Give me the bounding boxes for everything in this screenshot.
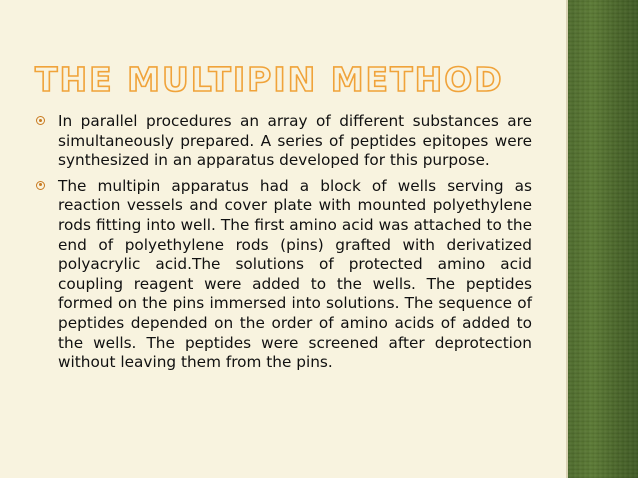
decorative-side-band [568,0,638,478]
bullet-item [36,177,532,373]
bullet-text: The multipin apparatus had a block of wells serving as reaction vessels and cover plate with mounted polyethylene rods fitting into well. The first amino acid was attached to the end of polyethylene rods (pins) grafted with derivatized polyacrylic acid.The solutions of protected amino acid coupling reagent were added to the wells. The peptides formed on the pins immersed into solutions. The sequence of peptides depended on the order of amino acids of added to the wells. The peptides were screened after deprotection without leaving them from the pins. [58,176,532,372]
circle-bullet-icon [36,116,45,125]
bullet-list [36,112,532,379]
bullet-item [36,112,532,171]
circle-bullet-icon [36,181,45,190]
bullet-text: In parallel procedures an array of different substances are simultaneously prepared. A series of peptides epitopes were synthesized in an apparatus developed for this purpose. [58,112,532,170]
slide-title: THE MULTIPIN METHOD [35,60,504,99]
